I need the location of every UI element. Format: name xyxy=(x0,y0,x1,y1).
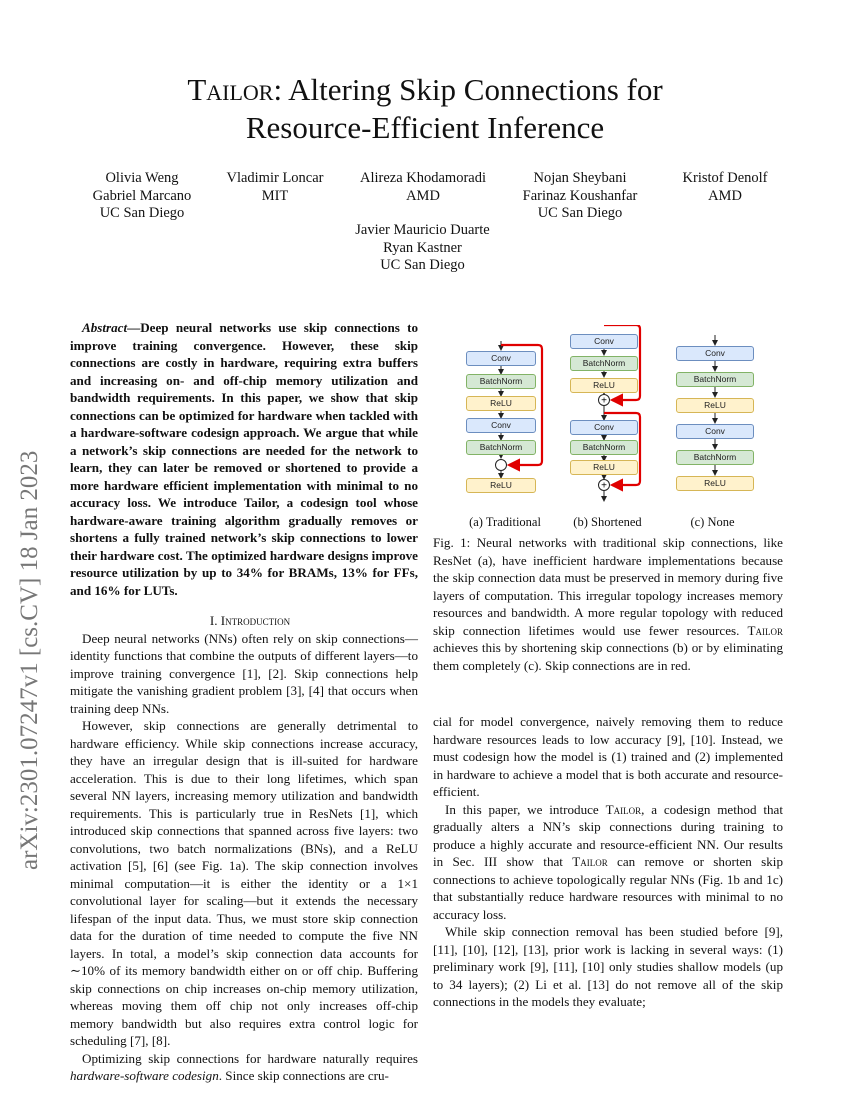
relu-block: ReLU xyxy=(676,398,754,413)
tailor-name: Tailor xyxy=(572,854,608,869)
text-run: . Since skip connections are cru- xyxy=(218,1068,389,1083)
batchnorm-block: BatchNorm xyxy=(676,372,754,387)
author-name: Ryan Kastner xyxy=(383,239,462,256)
text-run: can remove or shorten skip connections to achieve topologically regular NNs (Fig. 1b and 1c) that substantially reduce hardware resources with minimal to no accuracy loss. xyxy=(433,854,783,922)
author-block-6 xyxy=(325,222,520,275)
author-affiliation: UC San Diego xyxy=(537,205,623,221)
author-affiliation: UC San Diego xyxy=(99,205,185,221)
conv-block: Conv xyxy=(466,351,536,366)
author-affiliation: AMD xyxy=(406,187,440,204)
conv-block: Conv xyxy=(466,418,536,433)
batchnorm-block: BatchNorm xyxy=(466,440,536,455)
author-affiliation: UC San Diego xyxy=(380,257,465,273)
author-block-2 xyxy=(200,170,350,205)
relu-block: ReLU xyxy=(466,478,536,493)
author-name: Olivia Weng xyxy=(105,170,179,186)
text-run: Optimizing skip connections for hardware naturally requires xyxy=(82,1050,418,1066)
emphasis: hardware-software codesign xyxy=(70,1068,219,1083)
text-run: Fig. 1: Neural networks with traditional skip connections, like ResNet (a), have inefficient hardware implementations because the skip connection data must be preserved in memory during five layers of computation. This irregular topology increases memory resources and bandwidth. A more regular topology with reduced skip connection lifetimes would use fewer resources. xyxy=(433,535,783,638)
text-run: , a codesign method that gradually alters a NN’s skip connections during training to produce a highly accurate and resource-efficient NN. Our results in Sec. III show that xyxy=(433,801,784,869)
intro-paragraph-2: However, skip connections are generally detrimental to hardware efficiency. While skip connections increase accuracy, they have an irregular design that is ill-suited for hardware acceleration. This is due to their long lifetimes, which span several NN layers, increasing memory utilization and bandwidth requirements. This is particularly true in ResNets [1], which introduced skip connections that spanned across five layers: two convolutions, two batch normalizations (BNs), and a ReLU activation [5], [6] (see Fig. 1a). The skip connection involves minimal computation—it is either the identity or a 1×1 convolutional layer for scaling—but it extends the necessary lifespan of the input data. Thus, we must store skip connection data for the duration of time needed to compute the five NN layers. In total, a model’s skip connection data accounts for ∼10% of its memory bandwidth either on or off chip. Buffering skip connections on chip increases on-chip memory utilization, whereas moving them off chip not only increases off-chip memory bandwidth but also requires extra control logic for scheduling [7], [8]. xyxy=(70,718,418,1048)
author-block-4 xyxy=(500,170,660,223)
batchnorm-block: BatchNorm xyxy=(570,440,638,455)
author-name: Farinaz Koushanfar xyxy=(522,187,638,204)
tailor-name: Tailor xyxy=(605,801,642,817)
conv-block: Conv xyxy=(676,346,754,361)
right-paragraph-2 xyxy=(433,801,783,924)
add-label: + xyxy=(601,395,607,407)
left-column xyxy=(70,319,418,1085)
text-run: achieves this by shortening skip connections (b) or by eliminating them completely (c). Skip connections are in red. xyxy=(433,640,783,673)
relu-block: ReLU xyxy=(570,460,638,475)
batchnorm-block: BatchNorm xyxy=(570,356,638,371)
abstract-label: Abstract xyxy=(82,320,128,335)
arxiv-identifier: arXiv:2301.07247v1 [cs.CV] 18 Jan 2023 xyxy=(16,450,43,870)
author-block-1 xyxy=(62,170,222,223)
abstract xyxy=(70,319,418,599)
author-affiliation: MIT xyxy=(261,187,289,204)
conv-block: Conv xyxy=(570,334,638,349)
right-paragraph-3: While skip connection removal has been studied before [9], [11], [10], [12], [13], prior work is lacking in several ways: (1) preliminary work [9], [11], [10] only studies shallow models (up to 34 layers); (2) Li et al. [13] do not remove all of the skip connections in the models they evaluate; xyxy=(433,924,783,1009)
add-label: + xyxy=(601,480,607,492)
conv-block: Conv xyxy=(676,424,754,439)
text-run: In this paper, we introduce xyxy=(445,801,606,817)
author-name: Javier Mauricio Duarte xyxy=(355,222,490,238)
intro-paragraph-1: Deep neural networks (NNs) often rely on skip connections—identity functions that combine the outputs of different layers—to improve training convergence [1], [2]. Skip connections help mitigate the vanishing gradient problem [3], [4] that occurs when training deep NNs. xyxy=(70,630,418,716)
batchnorm-block: BatchNorm xyxy=(466,374,536,389)
subcaption-c: (c) None xyxy=(690,515,735,529)
author-name: Kristof Denolf xyxy=(682,170,768,186)
right-paragraph-1: cial for model convergence, naively removing them to reduce hardware resources leads to low accuracy [9], [10]. Instead, we must codesign how the model is (1) trained and (2) implemented in hardware to achieve a model that is both accurate and resource-efficient. xyxy=(433,714,783,799)
author-name: Gabriel Marcano xyxy=(92,187,192,204)
batchnorm-block: BatchNorm xyxy=(676,450,754,465)
author-block-3 xyxy=(338,170,508,205)
relu-block: ReLU xyxy=(570,378,638,393)
figure-1-caption xyxy=(433,534,783,674)
author-name: Alireza Khodamoradi xyxy=(359,170,487,186)
tailor-name: Tailor xyxy=(747,622,783,638)
title-tailor: Tailor xyxy=(187,72,274,107)
relu-block: ReLU xyxy=(676,476,754,491)
subcaption-a: (a) Traditional xyxy=(469,515,541,529)
section-heading: I. Introduction xyxy=(209,613,291,628)
subcaption-b: (b) Shortened xyxy=(573,515,642,529)
title-line2: Resource-Efficient Inference xyxy=(245,110,605,145)
relu-block: ReLU xyxy=(466,396,536,411)
title-rest: : Altering Skip Connections for xyxy=(273,72,663,107)
intro-paragraph-3 xyxy=(70,1050,418,1085)
abstract-text: —Deep neural networks use skip connections to improve training convergence. However, these skip connections are costly in hardware, requiring extra buffers and increasing on- and off-chip memory utilization and bandwidth requirements. In this paper, we show that skip connections can be optimized for hardware when tackled with a hardware-software codesign approach. We argue that while a network’s skip connections are needed for the network to learn, they can later be removed or shortened to provide a more hardware efficient implementation with minimal to no accuracy loss. We introduce Tailor, a codesign tool whose hardware-aware training algorithm gradually removes or shortens a fully trained network’s skip connections to lower their hardware cost. The optimized hardware designs improve resource utilization by up to 34% for BRAMs, 13% for FFs, and 16% for LUTs. xyxy=(70,320,418,598)
right-column xyxy=(433,713,783,1011)
author-affiliation: AMD xyxy=(708,187,742,204)
author-name: Nojan Sheybani xyxy=(533,170,627,186)
conv-block: Conv xyxy=(570,420,638,435)
author-name: Vladimir Loncar xyxy=(226,170,324,186)
add-node-a xyxy=(496,460,507,471)
paper-title xyxy=(0,71,850,147)
caption-text xyxy=(433,534,783,674)
author-block-5 xyxy=(650,170,800,205)
